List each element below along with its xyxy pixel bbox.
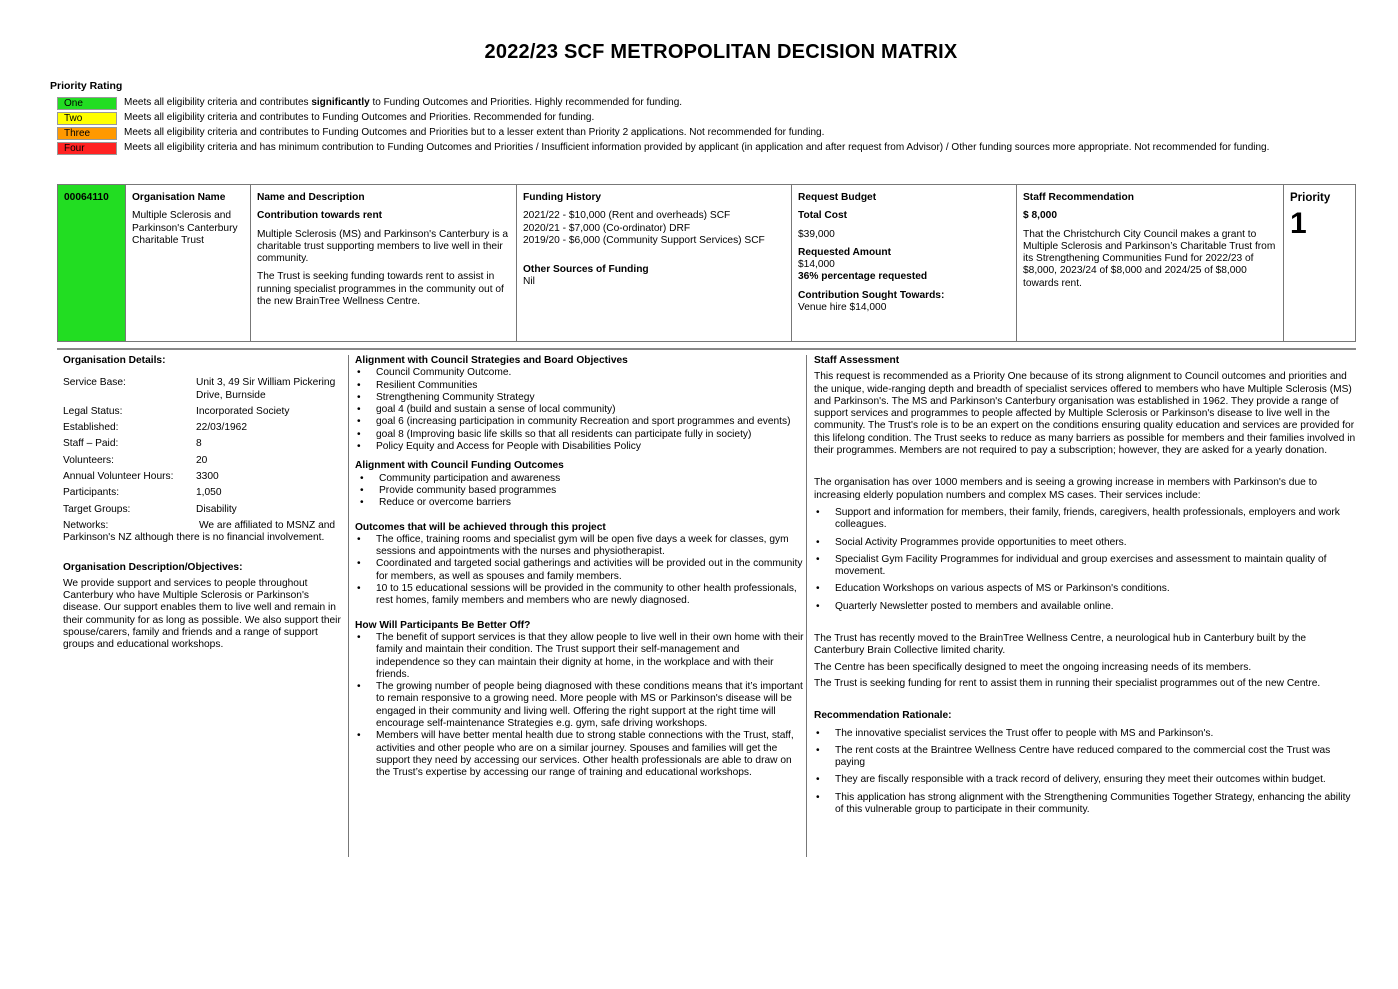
priority-description [124, 97, 682, 109]
better-off-item: • Members will have better mental health due to strong stable connections with the Trust, staff, activities and other people who are on a similar journey. Spouses and families will get the support they need by accessing our services. Other health professionals are able to draw on the Trust’s expertise by accessing our range of training and educational workshops. [376, 730, 805, 779]
request-budget-header: Request Budget [798, 192, 877, 203]
contribution-sought-value: Venue hire $14,000 [798, 302, 887, 314]
detail-value: Incorporated Society [196, 405, 290, 417]
organisation-name-cell [126, 185, 251, 341]
funding-outcome-item: • Community participation and awareness [379, 473, 805, 485]
rationale-item: • The rent costs at the Braintree Wellness Centre have reduced compared to the commercial cost the Trust was paying [835, 745, 1356, 770]
strategy-item: • Strengthening Community Strategy [376, 392, 805, 404]
detail-label: Target Groups: [63, 503, 131, 515]
priority-rating-heading: Priority Rating [50, 80, 123, 92]
strategy-item: • Resilient Communities [376, 380, 805, 392]
strategies-heading: Alignment with Council Strategies and Board Objectives [355, 355, 628, 366]
networks-label: Networks: [63, 519, 109, 531]
strategy-item: • goal 6 (increasing participation in community Recreation and sport programmes and events) [376, 416, 805, 428]
organisation-details-column [63, 355, 345, 652]
other-sources-value: Nil [523, 276, 535, 288]
assessment-paragraph-5: The Trust is seeking funding for rent to assist them in running their specialist programmes out of the new Centre. [814, 677, 1321, 689]
contribution-sought-label: Contribution Sought Towards: [798, 289, 945, 301]
organisation-name-header: Organisation Name [132, 192, 226, 203]
priority-swatch: Four [57, 142, 117, 155]
detail-label: Legal Status: [63, 405, 123, 417]
assessment-paragraph-4: The Centre has been specifically designed to meet the ongoing increasing needs of its members. [814, 661, 1252, 673]
rationale-item: • They are fiscally responsible with a track record of delivery, ensuring they meet their outcomes within budget. [835, 774, 1356, 786]
strategy-item: • goal 8 (Improving basic life skills so that all residents can participate fully in society) [376, 429, 805, 441]
better-off-item: • The growing number of people being diagnosed with these conditions means that it’s important to remain responsive to a growing need. More people with MS or Parkinson's disease will be engaged in their community and living well. Offering the right support at the right time will encourage self-maintenance Strategies e.g. gym, safe driving workshops. [376, 681, 805, 730]
priority-value: 1 [1290, 207, 1307, 241]
rationale-heading: Recommendation Rationale: [814, 710, 952, 722]
other-sources-label: Other Sources of Funding [523, 264, 649, 276]
strategy-item: • goal 4 (build and sustain a sense of local community) [376, 404, 805, 416]
better-off-list [355, 632, 805, 780]
priority-legend-row [57, 126, 1269, 141]
organisation-detail-row [63, 406, 345, 418]
staff-assessment-column [806, 355, 1356, 857]
project-description-1: Multiple Sclerosis (MS) and Parkinson's Canterbury is a charitable trust supporting members to live well in their community. [257, 228, 509, 265]
priority-legend-row [57, 111, 1269, 126]
detail-label: Volunteers: [63, 454, 114, 466]
strategy-item: • Council Community Outcome. [376, 367, 805, 379]
detail-label: Participants: [63, 487, 120, 499]
rationale-item: • This application has strong alignment with the Strengthening Communities Together Strategy, enhancing the ability of this vulnerable group to participate in their community. [835, 792, 1356, 817]
rationale-item: • The innovative specialist services the Trust offer to people with MS and Parkinson's. [835, 728, 1356, 740]
percentage-requested: 36% percentage requested [798, 271, 928, 283]
assessment-paragraph-3: The Trust has recently moved to the BrainTree Wellness Centre, a neurological hub in Canterbury built by the Canterbury Brain Collective limited charity. [814, 633, 1307, 657]
funding-history-item: 2021/22 - $10,000 (Rent and overheads) SCF [523, 210, 731, 222]
priority-swatch: Three [57, 127, 117, 140]
application-id-value: 00064110 [64, 192, 109, 203]
detail-value: 1,050 [196, 487, 222, 499]
priority-description [124, 127, 824, 139]
application-summary-table [57, 184, 1356, 342]
total-cost-label: Total Cost [798, 210, 848, 222]
total-cost-value: $39,000 [798, 228, 835, 240]
detail-label: Service Base: [63, 377, 126, 389]
funding-outcomes-heading: Alignment with Council Funding Outcomes [355, 460, 564, 472]
outcome-item: • The office, training rooms and specialist gym will be open five days a week for classes, gym sessions and appointments with the nurses and physiotherapist. [376, 534, 805, 559]
outcome-item: • Coordinated and targeted social gatherings and activities will be provided out in the community for members, as well as spouses and family members. [376, 558, 805, 583]
requested-amount-label: Requested Amount [798, 246, 892, 258]
name-description-cell [251, 185, 517, 341]
service-item: • Specialist Gym Facility Programmes for individual and group exercises and assessment to maintain quality of movement. [835, 554, 1356, 579]
better-off-heading: How Will Participants Be Better Off? [355, 619, 531, 631]
assessment-paragraph-1: This request is recommended as a Priority One because of its strong alignment to Council outcomes and priorities and the unique, wide-ranging depth and breadth of specialist services offered to members who have Multiple Sclerosis (MS) and Parkinson's. The MS and Parkinson's Canterbury organisation was established in 1962. They provide a range of support services and programmes to people affected by Multiple Sclerosis or Parkinson's disease to live well in the community. The Trust's role is to be an expert on the conditions ensuring quality education and services are provided for this lifelong condition. The Trust seeks to reduce as many barriers as possible for members and their families involved in their programmes. Members are not required to pay a subscription; however, they are asked for a yearly donation. [814, 371, 1356, 457]
service-item: • Quarterly Newsletter posted to members and available online. [835, 601, 1356, 613]
priority-description [124, 142, 1269, 154]
detail-value: 8 [196, 438, 202, 450]
organisation-name: Multiple Sclerosis and Parkinson's Canterbury Charitable Trust [132, 210, 238, 246]
recommendation-text: That the Christchurch City Council makes a grant to Multiple Sclerosis and Parkinson’s Charitable Trust from its Strengthening Communities Fund for 2022/23 of $8,000, 2023/24 of $8,000 and 2024/25 of $8,000 towards rent. [1023, 228, 1276, 289]
priority-description-emphasis: significantly [311, 97, 370, 109]
organisation-detail-row [63, 487, 345, 499]
alignment-column [348, 355, 805, 857]
detail-value: Disability [196, 503, 237, 515]
organisation-detail-row [63, 504, 345, 516]
services-list [814, 507, 1356, 613]
organisation-detail-row [63, 422, 345, 434]
assessment-paragraph-2: The organisation has over 1000 members and is seeing a growing increase in members with Parkinson's due to increasing elderly population numbers and complex MS cases. Their services include: [814, 477, 1318, 501]
detail-value: 20 [196, 454, 208, 466]
priority-header: Priority [1290, 192, 1331, 204]
priority-legend-row [57, 141, 1269, 156]
outcome-item: • 10 to 15 educational sessions will be provided in the community to other health professionals, rest homes, family members and members who are newly diagnosed. [376, 583, 805, 608]
section-divider [57, 348, 1356, 350]
priority-cell [1284, 185, 1355, 341]
service-item: • Support and information for members, their family, friends, caregivers, health professionals, employers and work colleagues. [835, 507, 1356, 532]
application-id [58, 185, 126, 341]
detail-label: Established: [63, 422, 119, 434]
funding-history-item: 2019/20 - $6,000 (Community Support Services) SCF [523, 234, 765, 246]
priority-description-text: Meets all eligibility criteria and contributes to Funding Outcomes and Priorities. Recommended for funding. [124, 112, 595, 124]
organisation-details-heading: Organisation Details: [63, 355, 166, 366]
staff-recommendation-cell [1017, 185, 1284, 341]
funding-history-item: 2020/21 - $7,000 (Co-ordinator) DRF [523, 222, 691, 234]
outcomes-heading: Outcomes that will be achieved through this project [355, 521, 606, 533]
funding-history-cell [517, 185, 792, 341]
funding-history-header: Funding History [523, 192, 602, 203]
organisation-detail-row [63, 455, 345, 467]
staff-assessment-heading: Staff Assessment [814, 355, 900, 366]
strategy-item: • Policy Equity and Access for People with Disabilities Policy [376, 441, 805, 453]
project-name: Contribution towards rent [257, 210, 383, 222]
funding-history-list [523, 210, 785, 247]
organisation-description-text: We provide support and services to people throughout Canterbury who have Multiple Sclerosis or Parkinson's disease. Our support enables them to live well and remain in their community for as long as possible. We also support their spouse/carers, family and friends and a range of support groups and educational workshops. [63, 577, 341, 651]
name-description-header: Name and Description [257, 192, 365, 203]
priority-swatch: Two [57, 112, 117, 125]
priority-description-text: to Funding Outcomes and Priorities. Highly recommended for funding. [369, 97, 683, 109]
request-budget-cell [792, 185, 1017, 341]
service-item: • Social Activity Programmes provide opportunities to meet others. [835, 537, 1356, 549]
detail-label: Staff – Paid: [63, 438, 119, 450]
networks-value: We are affiliated to MSNZ and Parkinson's NZ although there is no financial involvement. [63, 519, 336, 544]
project-description-2: The Trust is seeking funding towards rent to assist in running specialist programmes in the community out of the new BrainTree Wellness Centre. [257, 271, 504, 308]
document-title: 2022/23 SCF METROPOLITAN DECISION MATRIX [484, 41, 958, 63]
priority-swatch: One [57, 97, 117, 110]
better-off-item: • The benefit of support services is that they allow people to live well in their own home with their family and maintain their condition. The Trust support their self-management and independence so they can maintain their dignity at home, in the workplace and with their friends. [376, 632, 805, 681]
organisation-detail-row [63, 438, 345, 450]
priority-legend [57, 96, 1269, 156]
priority-description-text: Meets all eligibility criteria and contributes to Funding Outcomes and Priorities but to a lesser extent than Priority 2 applications. Not recommended for funding. [124, 127, 825, 139]
detail-value: 22/03/1962 [196, 422, 247, 434]
organisation-details-list [63, 377, 345, 516]
funding-outcome-item: • Provide community based programmes [379, 485, 805, 497]
networks-row [63, 520, 345, 545]
requested-amount-value: $14,000 [798, 259, 835, 271]
rationale-list [814, 728, 1356, 817]
detail-label: Annual Volunteer Hours: [63, 471, 174, 483]
staff-recommendation-header: Staff Recommendation [1023, 192, 1134, 203]
strategies-list [355, 367, 805, 453]
priority-description-text: Meets all eligibility criteria and has minimum contribution to Funding Outcomes and Priorities / Insufficient information provided by applicant (in application and after request from Advisor) / Other funding sources more appropriate. Not recommended for funding. [124, 142, 1270, 154]
organisation-description-heading: Organisation Description/Objectives: [63, 561, 243, 573]
organisation-detail-row [63, 377, 345, 402]
outcomes-list [355, 534, 805, 608]
priority-legend-row [57, 96, 1269, 111]
recommended-amount: $ 8,000 [1023, 210, 1057, 222]
organisation-detail-row [63, 471, 345, 483]
service-item: • Education Workshops on various aspects of MS or Parkinson's conditions. [835, 583, 1356, 595]
detail-value: Unit 3, 49 Sir William Pickering Drive, Burnside [196, 377, 336, 401]
detail-value: 3300 [196, 471, 219, 483]
funding-outcomes-list [355, 473, 805, 510]
funding-outcome-item: • Reduce or overcome barriers [379, 497, 805, 509]
priority-description-text: Meets all eligibility criteria and contributes [124, 97, 312, 109]
priority-description [124, 112, 594, 124]
